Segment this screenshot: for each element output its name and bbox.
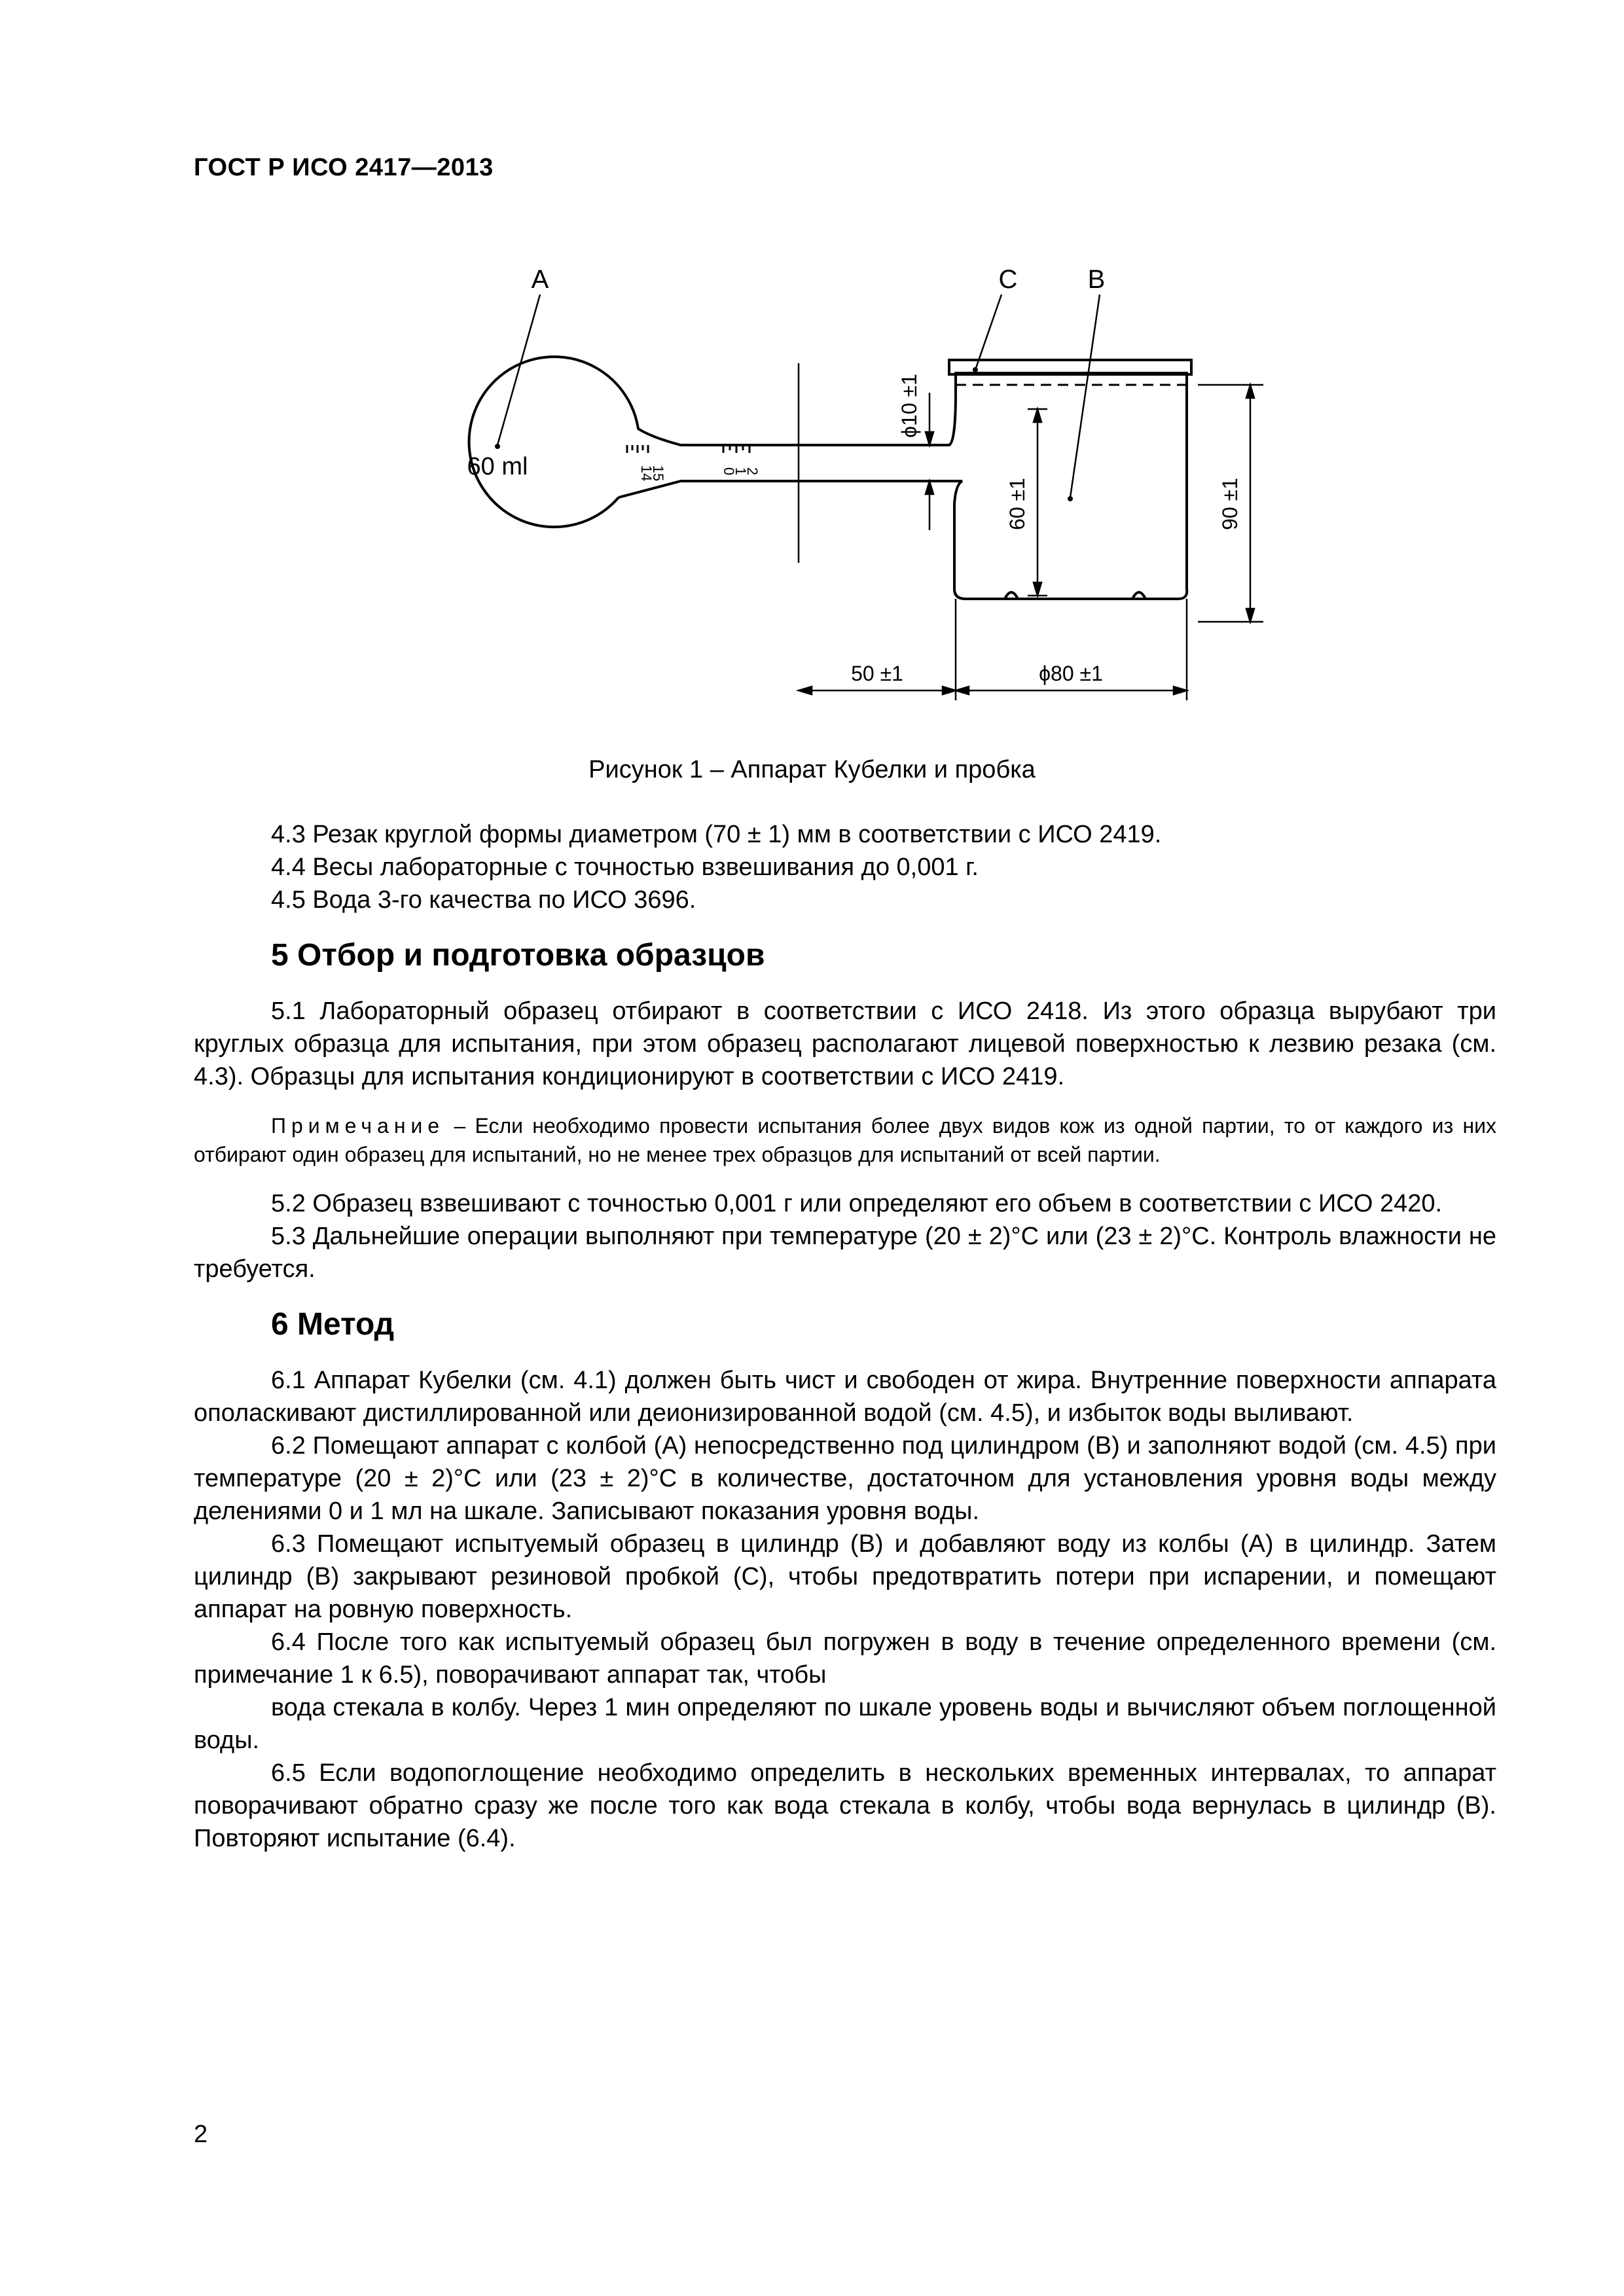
paragraph-5-2: 5.2 Образец взвешивают с точностью 0,001 г или определяют его объем в соответствии с ИСО 2420. xyxy=(271,1190,1443,1217)
document-body xyxy=(194,818,1496,1855)
label-b: B xyxy=(1087,265,1106,294)
label-c: C xyxy=(998,265,1018,294)
section-6-heading: 6 Метод xyxy=(271,1307,395,1342)
tube-scale-0: 0 xyxy=(721,467,737,476)
paragraph-5-1: 5.1 Лабораторный образец отбирают в соответствии с ИСО 2418. Из этого образца вырубают три круглых образца для испытания, при этом образец располагают лицевой поверхностью к лезвию резака (см. 4.3). Образцы для испытания кондиционируют в соответствии с ИСО 2419. xyxy=(194,997,1496,1090)
page-number: 2 xyxy=(194,2121,208,2148)
flask-volume-label: 60 ml xyxy=(467,453,528,480)
paragraph-6-5: 6.5 Если водопоглощение необходимо определить в нескольких временных интервалах, то аппарат поворачивают обратно сразу же после того как вода стекала в колбу, чтобы вода вернулась в цилиндр (B). Повторяют испытание (6.4). xyxy=(194,1759,1496,1852)
cylinder-outline xyxy=(700,373,1187,599)
tube-scale-2: 2 xyxy=(744,467,761,476)
item-4-3: 4.3 Резак круглой формы диаметром (70 ± 1) мм в соответствии с ИСО 2419. xyxy=(271,821,1162,848)
flask-scale xyxy=(627,445,648,453)
dim-inner-height: 60 ±1 xyxy=(1005,478,1029,530)
paragraph-5-3: 5.3 Дальнейшие операции выполняют при температуре (20 ± 2)°C или (23 ± 2)°C. Контроль влажности не требуется. xyxy=(194,1223,1496,1283)
figure-caption: Рисунок 1 – Аппарат Кубелки и пробка xyxy=(588,756,1036,783)
dim-cylinder-diameter: ϕ80 ±1 xyxy=(1039,662,1103,685)
apparatus-drawing xyxy=(393,255,1309,726)
tube-scale-1: 1 xyxy=(732,467,749,476)
paragraph-6-2: 6.2 Помещают аппарат с колбой (A) непосредственно под цилиндром (B) и заполняют водой (см. 4.5) при температуре (20 ± 2)°C или (23 ± 2)°C в количестве, достаточном для установления уровня воды между делениями 0 и 1 мл на шкале. Записывают показания уровня воды. xyxy=(194,1432,1496,1525)
document-header: ГОСТ Р ИСО 2417—2013 xyxy=(194,154,494,181)
dim-outer-height: 90 ±1 xyxy=(1218,478,1242,530)
item-4-4: 4.4 Весы лабораторные с точностью взвешивания до 0,001 г. xyxy=(271,853,979,881)
flask-outline xyxy=(469,357,746,527)
label-a: A xyxy=(531,265,549,294)
note-5 xyxy=(194,1111,1496,1169)
paragraph-6-3: 6.3 Помещают испытуемый образец в цилиндр (B) и добавляют воду из колбы (A) в цилиндр. Затем цилиндр (B) закрывают резиновой пробкой (C), чтобы предотвратить потери при испарении, и помещают аппарат на ровную поверхность. xyxy=(194,1530,1496,1623)
note-text: – Если необходимо провести испытания более двух видов кож из одной партии, то от каждого из них отбирают один образец для испытаний, но не менее трех образцов для испытаний от всей партии. xyxy=(194,1114,1496,1166)
flask-scale-15: 15 xyxy=(650,465,666,482)
section-5-heading: 5 Отбор и подготовка образцов xyxy=(271,938,765,973)
paragraph-6-4a: 6.4 После того как испытуемый образец был погружен в воду в течение определенного времени (см. примечание 1 к 6.5), поворачивают аппарат так, чтобы xyxy=(194,1628,1496,1689)
paragraph-6-1: 6.1 Аппарат Кубелки (см. 4.1) должен быть чист и свободен от жира. Внутренние поверхности аппарата ополаскивают дистиллированной или деионизированной водой (см. 4.5), и избыток воды выливают. xyxy=(194,1367,1496,1427)
item-4-5: 4.5 Вода 3-го качества по ИСО 3696. xyxy=(271,886,696,914)
dim-arm-length: 50 ±1 xyxy=(851,662,903,685)
note-label: Примечание xyxy=(271,1114,445,1138)
figure-kubelka-apparatus xyxy=(393,255,1309,726)
paragraph-6-4b: вода стекала в колбу. Через 1 мин определяют по шкале уровень воды и вычисляют объем поглощенной воды. xyxy=(194,1694,1496,1754)
dim-tube-diameter: ϕ10 ±1 xyxy=(897,374,921,438)
flask-scale-14: 14 xyxy=(638,465,655,482)
